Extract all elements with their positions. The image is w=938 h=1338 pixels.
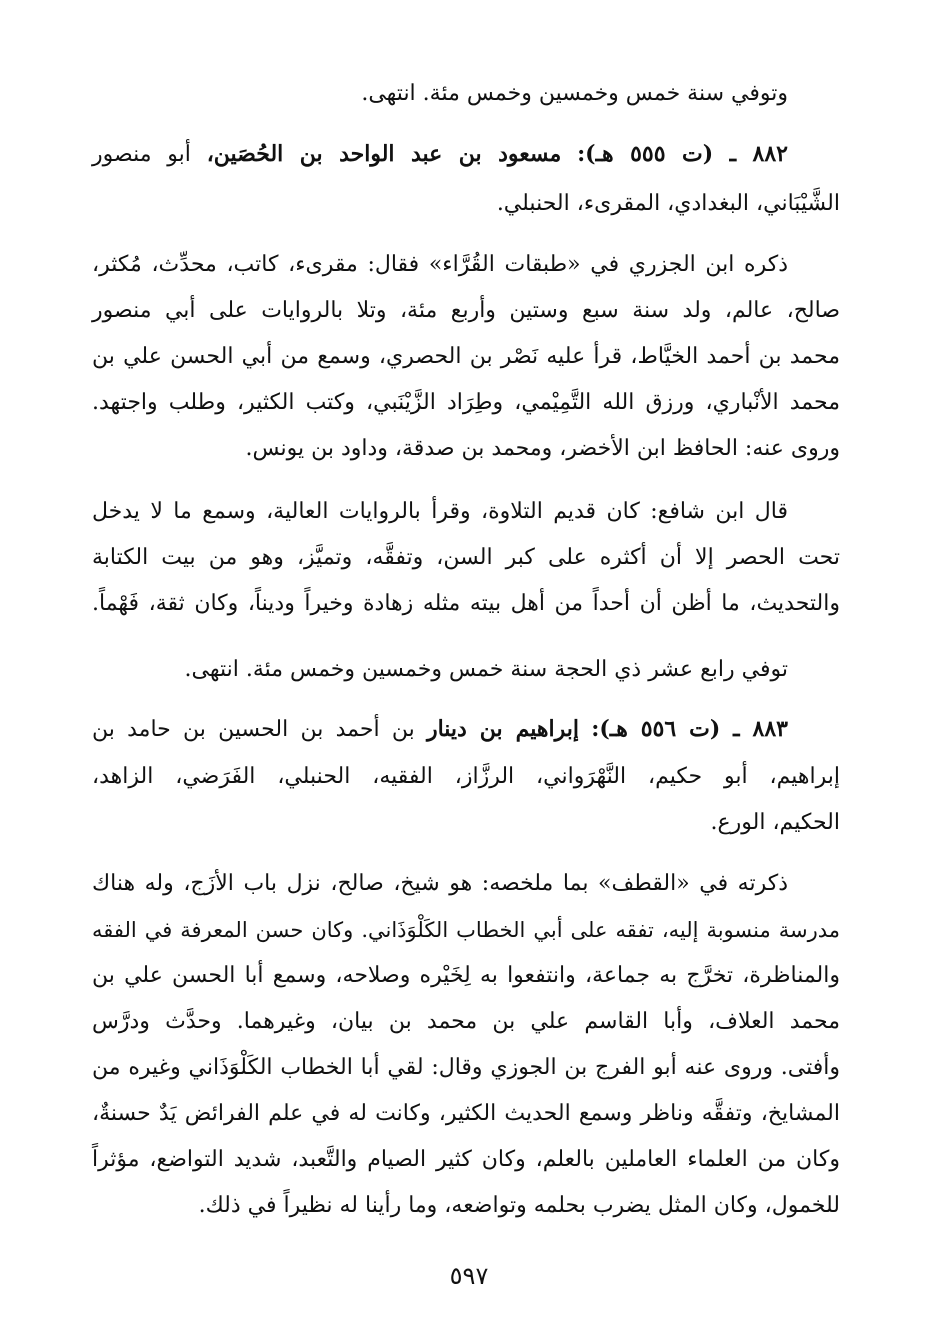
text-line: محمد العلاف، وأبا القاسم علي بن محمد بن بيان، وغيرهما. وحدَّث ودرَّس [92, 1009, 840, 1034]
text-line: المشايخ، وتفقَّه وناظر وسمع الحديث الكثير، وكانت له في علم الفرائض يَدٌ حسنةٌ، [92, 1101, 840, 1126]
text-line: صالح، عالم، ولد سنة سبع وستين وأربع مئة، وتلا بالروايات على أبي منصور [92, 298, 840, 323]
entry-882-heading [92, 132, 840, 176]
entry-883-number: ٨٨٣ ـ (ت ٥٥٦ هـ): [591, 716, 788, 742]
text-line: ذكره ابن الجزري في «طبقات القُرَّاء» فقال: مقرىء، كاتب، محدِّث، مُكثر، [92, 252, 788, 277]
entry-883-line3: الحكيم، الورع. [710, 810, 840, 835]
text-line: والمناظرة، تخرَّج به جماعة، وانتفعوا به لِخَيْره وصلاحه، وسمع أبا الحسن علي بن [92, 963, 840, 988]
entry-883-heading [92, 707, 840, 751]
entry-882-line2: الشَّيْبَاني، البغدادي، المقرىء، الحنبلي. [496, 191, 840, 216]
text-line: قال ابن شافع: كان قديم التلاوة، وقرأ بالروايات العالية، وسمع ما لا يدخل [92, 499, 788, 524]
entry-882-kunya: أبو منصور [92, 142, 191, 167]
entry-883-line2: إبراهيم، أبو حكيم، النَّهْرَواني، الرزَّاز، الفقيه، الحنبلي، الفَرَضي، الزاهد، [92, 764, 840, 789]
text-line: تحت الحصر إلا أن أكثره على كبر السن، وتفقَّه، وتميَّز، وهو من بيت الكتابة [92, 545, 840, 570]
text-line: مدرسة منسوبة إليه، تفقه على أبي الخطاب الكَلْوَذَاني. وكان حسن المعرفة في الفقه [92, 918, 840, 942]
text-line: ذكرته في «القطف» بما ملخصه: هو شيخ، صالح، نزل باب الأزَج، وله هناك [92, 871, 788, 896]
entry-883-lineage: بن أحمد بن الحسين بن حامد بن [92, 717, 415, 742]
text-line: توفي رابع عشر ذي الحجة سنة خمس وخمسين وخمس مئة. انتهى. [184, 657, 788, 682]
text-line: محمد بن أحمد الخيَّاط، قرأ عليه نَصْر بن الحصري، وسمع من أبي الحسن علي بن [92, 344, 840, 369]
text-line: وأفتى. وروى عنه أبو الفرج بن الجوزي وقال: لقي أبا الخطاب الكَلْوَذَاني وغيره من [92, 1055, 840, 1080]
text-line: للخمول، وكان المثل يضرب بحلمه وتواضعه، وما رأينا له نظيراً في ذلك. [198, 1193, 840, 1218]
text-line: وروى عنه: الحافظ ابن الأخضر، ومحمد بن صدقة، وداود بن يونس. [245, 436, 840, 461]
entry-882-name: مسعود بن عبد الواحد بن الحُصَين، [206, 141, 562, 167]
entry-882-number: ٨٨٢ ـ (ت ٥٥٥ هـ): [577, 141, 788, 167]
text-line: والتحديث، ما أظن أن أحداً من أهل بيته مثله زهادة وخيراً وديناً، وكان ثقة، فَهْماً. [92, 591, 840, 616]
page-number: ٥٩٧ [449, 1262, 489, 1290]
text-line: محمد الأنْباري، ورزق الله التَّمِيْمي، وطِرَاد الزَّيْنَبي، وكتب الكثير، وطلب واجتهد. [92, 390, 840, 415]
entry-883-name: إبراهيم بن دينار [426, 716, 579, 742]
text-line: وكان من العلماء العاملين بالعلم، وكان كثير الصيام والتَّعبد، شديد التواضع، مؤثراً [92, 1147, 840, 1172]
text-line: وتوفي سنة خمس وخمسين وخمس مئة. انتهى. [361, 81, 788, 106]
